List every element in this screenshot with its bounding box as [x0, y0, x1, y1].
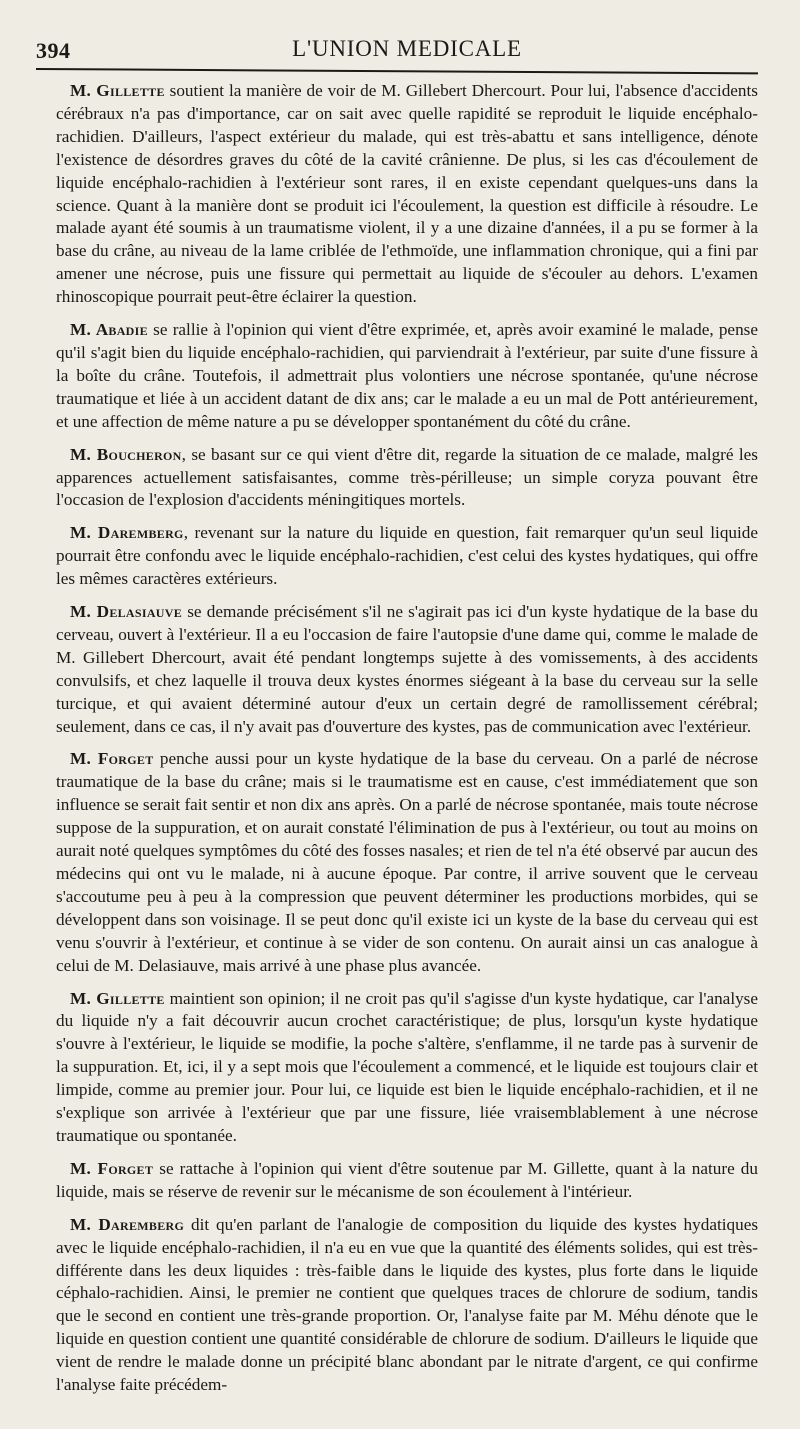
paragraph — [56, 522, 758, 591]
speaker-name: M. Delasiauve — [70, 602, 183, 622]
paragraph-text: maintient son opinion; il ne croit pas qu'il s'agisse d'un kyste hydatique, car l'analyse du liquide n'y a fait découvrir aucun crochet caractéristique; de plus, lorsqu'un kyste hydatique s'ouvre à l'extérieur, le liquide se modifie, la poche s'altère, s'enflamme, il ne tarde pas à survenir de la suppuration. Et, ici, il y a sept mois que l'écoulement a commencé, et le liquide est toujours clair et limpide, comme au premier jour. Pour lui, ce liquide est bien le liquide encéphalo-rachidien, et il ne s'explique son arrivée à l'extérieur que par une fissure, liée vraisemblablement à une nécrose traumatique ou spontanée. — [56, 988, 758, 1145]
running-title: L'UNION MEDICALE — [292, 36, 522, 61]
speaker-name: M. Forget — [70, 749, 154, 769]
paragraph — [56, 748, 758, 977]
speaker-name: M. Gillette — [70, 81, 165, 100]
page-header — [36, 30, 758, 64]
speaker-name: M. Abadie — [70, 320, 148, 340]
paragraph-text: , revenant sur la nature du liquide en question, fait remarquer qu'un seul liquide pourrait être confondu avec le liquide encéphalo-rachidien, c'est celui des kystes hydatiques, qui offre les mêmes caractères extérieurs. — [56, 523, 758, 589]
paragraph — [56, 988, 758, 1148]
paragraph-text: dit qu'en parlant de l'analogie de composition du liquide des kystes hydatiques avec le liquide encéphalo-rachidien, il n'a eu en vue que la quantité des éléments solides, qui est très-différente dans les deux liquides : très-faible dans le liquide des kystes, plus forte dans le liquide céphalo-rachidien. Ainsi, le premier ne contient que quelques traces de chlorure de sodium, tandis que le second en contient une très-grande proportion. Or, l'analyse faite par M. Méhu dénote que le liquide en question contient une quantité considérable de chlorure de sodium. D'ailleurs le liquide que vient de rendre le malade donne un précipité blanc abondant par le nitrate d'argent, ce qui confirme l'analyse faite précédem- — [56, 1214, 759, 1395]
paragraph-text: , se basant sur ce qui vient d'être dit, regarde la situation de ce malade, malgré les apparences actuellement satisfaisantes, comme très-périlleuse; un simple coryza pouvant être l'occasion de l'explosion d'accidents méningitiques mortels. — [56, 444, 758, 510]
paragraph — [56, 1214, 758, 1397]
paragraph — [56, 319, 758, 434]
paragraph — [56, 1158, 758, 1204]
paragraph-text: se rattache à l'opinion qui vient d'être soutenue par M. Gillette, quant à la nature du liquide, mais se réserve de revenir sur le mécanisme de son écoulement à l'intérieur. — [56, 1158, 758, 1201]
speaker-name: M. Daremberg — [70, 1214, 185, 1234]
paragraph-text: se demande précisément s'il ne s'agirait pas ici d'un kyste hydatique de la base du cerveau, ouvert à l'extérieur. Il a eu l'occasion de faire l'autopsie d'une dame qui, comme le malade de M. Gillebert Dhercourt, avait été pendant longtemps sujette à des vomissements, à des accidents convulsifs, et chez laquelle il trouva deux kystes énormes siégeant à la base du cerveau sur la selle turcique, et qui avaient déterminé autour d'eux un certain degré de ramollissement cérébral; seulement, dans ce cas, il n'y avait pas d'ouverture des kystes, pas de communication avec l'extérieur. — [56, 602, 758, 736]
speaker-name: M. Forget — [70, 1158, 154, 1178]
paragraph-text: soutient la manière de voir de M. Gillebert Dhercourt. Pour lui, l'absence d'accidents cérébraux n'a pas d'importance, car on sait avec quelle rapidité se reproduit le liquide encéphalo-rachidien. D'ailleurs, l'aspect extérieur du malade, qui est très-abattu et sans intelligence, dénote l'existence de désordres graves du côté de la cavité crânienne. De plus, si les cas d'écoulement de liquide encéphalo-rachidien à l'extérieur sont rares, il en existe cependant quelques-uns dans la science. Quant à la manière dont se produit ici l'écoulement, la question est difficile à résoudre. Le malade ayant été soumis à un traumatisme violent, il y a une dizaine d'années, il a pu se former à la base du crâne, au niveau de la lame criblée de l'ethmoïde, une inflammation chronique, qui a fini par amener une nécrose, puis une fissure qui permettait au liquide de s'écouler au dehors. L'examen rhinoscopique pourrait peut-être éclairer la question. — [56, 81, 758, 307]
paragraph — [56, 444, 758, 513]
paragraph-text: penche aussi pour un kyste hydatique de la base du cerveau. On a parlé de nécrose traumatique de la base du crâne; mais si le traumatisme est en cause, c'est immédiatement que son influence se serait fait sentir et non dix ans après. On a parlé de nécrose spontanée, mais toute nécrose suppose de la suppuration, et on aurait constaté l'élimination de pus à l'extérieur, ou tout au moins on aurait noté quelques symptômes du côté des fosses nasales; et rien de tel n'a été observé par aucun des médecins qui ont vu le malade, ni à aucune époque. Par contre, il arrive souvent que le cerveau s'accoutume peu à peu à la compression que peuvent déterminer les productions morbides, qui se développent dans son voisinage. Il se peut donc qu'il existe ici un kyste de la base du cerveau qui est venu s'ouvrir à l'extérieur, et continue à se vider de son contenu. On aurait ainsi un cas analogue à celui de M. Delasiauve, mais arrivé à une phase plus avancée. — [56, 749, 759, 975]
header-rule — [36, 68, 758, 74]
speaker-name: M. Daremberg — [70, 523, 184, 543]
speaker-name: M. Boucheron — [70, 444, 182, 464]
paragraph-text: se rallie à l'opinion qui vient d'être exprimée, et, après avoir examiné le malade, pense qu'il s'agit bien du liquide encéphalo-rachidien, qui parviendrait à l'extérieur, par suite d'une fissure à la boîte du crâne. Toutefois, il admettrait plus volontiers une nécrose spontanée, qu'une nécrose traumatique et liée à un accident datant de dix ans; car le malade a eu un mal de Pott antérieurement, et une affection de même nature a pu se développer spontanément du côté du crâne. — [56, 320, 758, 431]
paragraph — [56, 80, 758, 309]
speaker-name: M. Gillette — [70, 988, 165, 1008]
page-number: 394 — [36, 38, 71, 63]
paragraph — [56, 601, 758, 738]
article-body — [56, 80, 758, 1397]
